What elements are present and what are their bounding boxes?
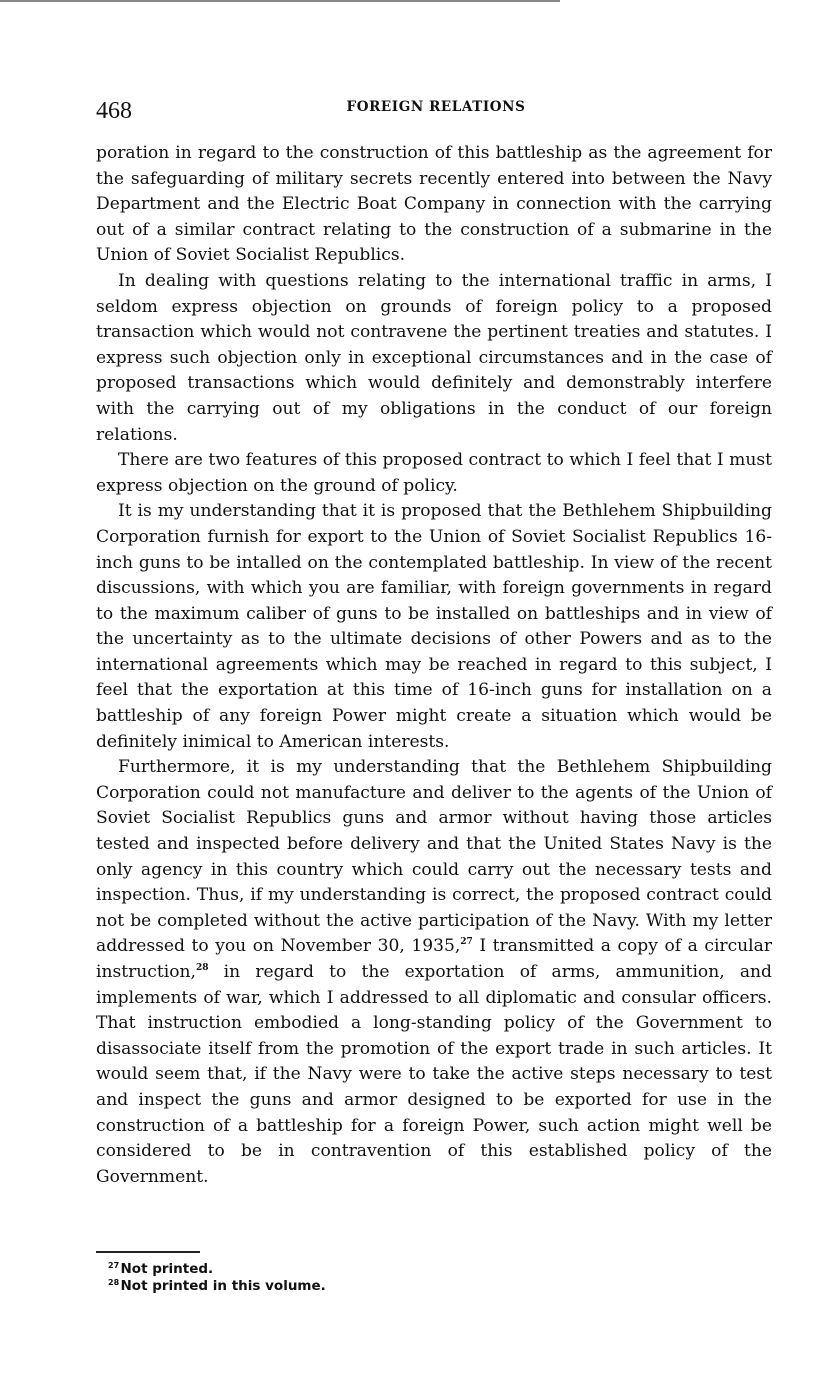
footnote-marker: 27 (108, 1261, 120, 1270)
footnote-marker: 28 (108, 1278, 120, 1287)
paragraph-5-part-b: I transmitted a copy of a circular instruction, (96, 936, 772, 982)
running-head: FOREIGN RELATIONS (346, 99, 526, 115)
paragraph-5 (96, 755, 772, 1190)
paragraph-3: There are two features of this proposed contract to which I feel that I must express objection on the ground of policy. (96, 450, 772, 496)
page-header (96, 96, 776, 126)
top-edge-rule (0, 0, 560, 2)
footnote-text: Not printed in this volume. (120, 1278, 326, 1294)
footnote-item (108, 1261, 708, 1278)
footnote-divider (96, 1251, 200, 1253)
footnotes (108, 1261, 708, 1295)
paragraph-4: It is my understanding that it is proposed that the Bethlehem Shipbuilding Corporation furnish for export to the Union of Soviet Socialist Republics 16-inch guns to be intalled on the contemplated battleship. In view of the recent discussions, with which you are familiar, with foreign governments in regard to the maximum caliber of guns to be installed on battleships and in view of the uncertainty as to the ultimate decisions of other Powers and as to the international agreements which may be reached in regard to this subject, I feel that the exportation at this time of 16-inch guns for installation on a battleship of any foreign Power might create a situation which would be definitely inimical to American interests. (96, 501, 772, 752)
body-text (96, 141, 772, 1190)
paragraph-2: In dealing with questions relating to the international traffic in arms, I seldom express objection on grounds of foreign policy to a proposed transaction which would not contravene the pertinent treaties and statutes. I express such objection only in exceptional circumstances and in the case of proposed transactions which would definitely and demonstrably interfere with the carrying out of my obligations in the conduct of our foreign relations. (96, 270, 772, 445)
footnote-text: Not printed. (120, 1261, 214, 1277)
paragraph-5-part-a: Furthermore, it is my understanding that the Bethlehem Shipbuilding Corporation could not manufacture and deliver to the agents of the Union of Soviet Socialist Republics guns and armor without having those articles tested and inspected before delivery and that the United States Navy is the only agency in this country which could carry out the necessary tests and inspection. Thus, if my understanding is correct, the proposed contract could not be completed without the active participation of the Navy. With my letter addressed to you on November 30, 1935, (96, 757, 772, 957)
footnote-item (108, 1278, 708, 1295)
paragraph-5-part-c: in regard to the exportation of arms, ammunition, and implements of war, which I addressed to all diplomatic and consular officers. That instruction embodied a long-standing policy of the Government to disassociate itself from the promotion of the export trade in such articles. It would seem that, if the Navy were to take the active steps necessary to test and inspect the guns and armor designed to be exported for use in the construction of a battleship for a foreign Power, such action might well be considered to be in contravention of this established policy of the Government. (96, 962, 772, 1187)
page-number: 468 (96, 98, 132, 124)
footnote-ref-27[interactable]: 27 (460, 937, 473, 948)
footnote-ref-28[interactable]: 28 (195, 963, 209, 973)
paragraph-1: poration in regard to the construction of this battleship as the agreement for the safeguarding of military secrets recently entered into between the Navy Department and the Electric Boat Company in connection with the carrying out of a similar contract relating to the construction of a submarine in the Union of Soviet Socialist Republics. (96, 143, 772, 266)
